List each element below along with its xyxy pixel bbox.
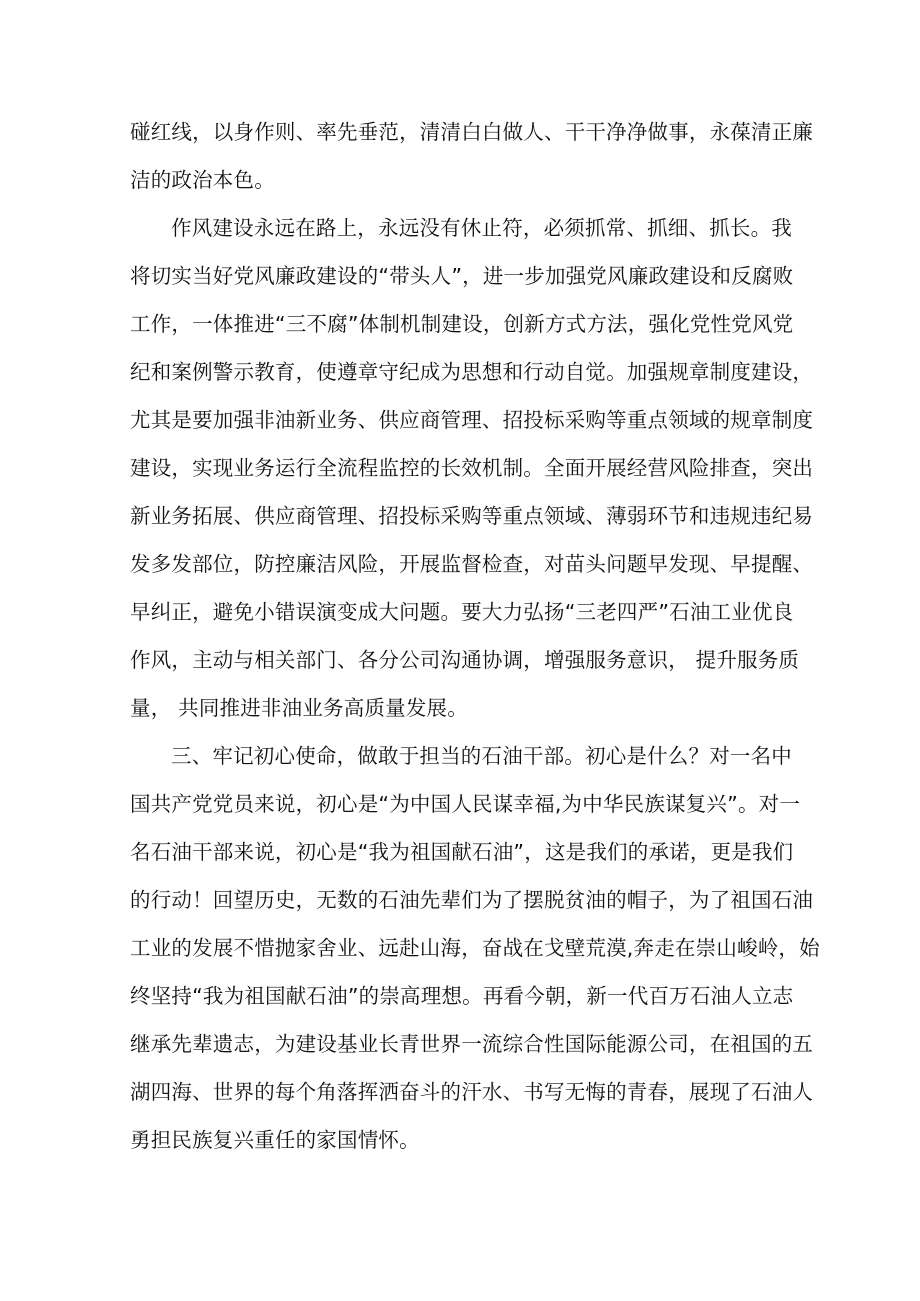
text-line: 工作，一体推进“三不腐”体制机制建设，创新方式方法，强化党性党风党 bbox=[130, 312, 794, 336]
text-line: 尤其是要加强非油新业务、供应商管理、招投标采购等重点领域的规章制度 bbox=[130, 408, 814, 432]
text-line: 湖四海、世界的每个角落挥洒奋斗的汗水、书写无悔的青春，展现了石油人 bbox=[130, 1080, 814, 1104]
text-line: 国共产党党员来说，初心是“为中国人民谋幸福,为中华民族谋复兴”。对一 bbox=[130, 792, 801, 816]
text-line: 作风建设永远在路上，永远没有休止符，必须抓常、抓细、抓长。我 bbox=[171, 216, 792, 240]
text-line: 名石油干部来说，初心是“我为祖国献石油”，这是我们的承诺，更是我们 bbox=[130, 840, 794, 864]
text-line: 新业务拓展、供应商管理、招投标采购等重点领域、薄弱环节和违规违纪易 bbox=[130, 504, 814, 528]
text-line: 纪和案例警示教育，使遵章守纪成为思想和行动自觉。加强规章制度建设， bbox=[130, 360, 814, 384]
text-line: 发多发部位，防控廉洁风险，开展监督检查，对苗头问题早发现、早提醒、 bbox=[130, 552, 814, 576]
text-line: 量， 共同推进非油业务高质量发展。 bbox=[130, 696, 468, 720]
text-line: 将切实当好党风廉政建设的“带头人”，进一步加强党风廉政建设和反腐败 bbox=[130, 264, 794, 288]
paragraph-3 bbox=[130, 732, 820, 1164]
text-line: 作风，主动与相关部门、各分公司沟通协调，增强服务意识， 提升服务质 bbox=[130, 648, 800, 672]
text-line: 碰红线，以身作则、率先垂范，清清白白做人、干干净净做事，永葆清正廉 bbox=[130, 120, 814, 144]
document-body bbox=[130, 108, 820, 1164]
text-line: 洁的政治本色。 bbox=[130, 168, 275, 192]
text-line: 建设，实现业务运行全流程监控的长效机制。全面开展经营风险排查，突出 bbox=[130, 456, 814, 480]
text-line: 勇担民族复兴重任的家国情怀。 bbox=[130, 1128, 420, 1152]
text-line: 早纠正，避免小错误演变成大问题。要大力弘扬“三老四严”石油工业优良 bbox=[130, 600, 794, 624]
text-line: 继承先辈遗志，为建设基业长青世界一流综合性国际能源公司，在祖国的五 bbox=[130, 1032, 814, 1056]
text-line: 工业的发展不惜抛家舍业、远赴山海，奋战在戈壁荒漠,奔走在崇山峻岭，始 bbox=[130, 936, 820, 960]
text-line: 终坚持“我为祖国献石油”的崇高理想。再看今朝，新一代百万石油人立志 bbox=[130, 984, 794, 1008]
text-line: 三、牢记初心使命，做敢于担当的石油干部。初心是什么？对一名中 bbox=[171, 744, 792, 768]
paragraph-2 bbox=[130, 204, 814, 732]
paragraph-1 bbox=[130, 108, 814, 204]
text-line: 的行动！回望历史，无数的石油先辈们为了摆脱贫油的帽子，为了祖国石油 bbox=[130, 888, 814, 912]
